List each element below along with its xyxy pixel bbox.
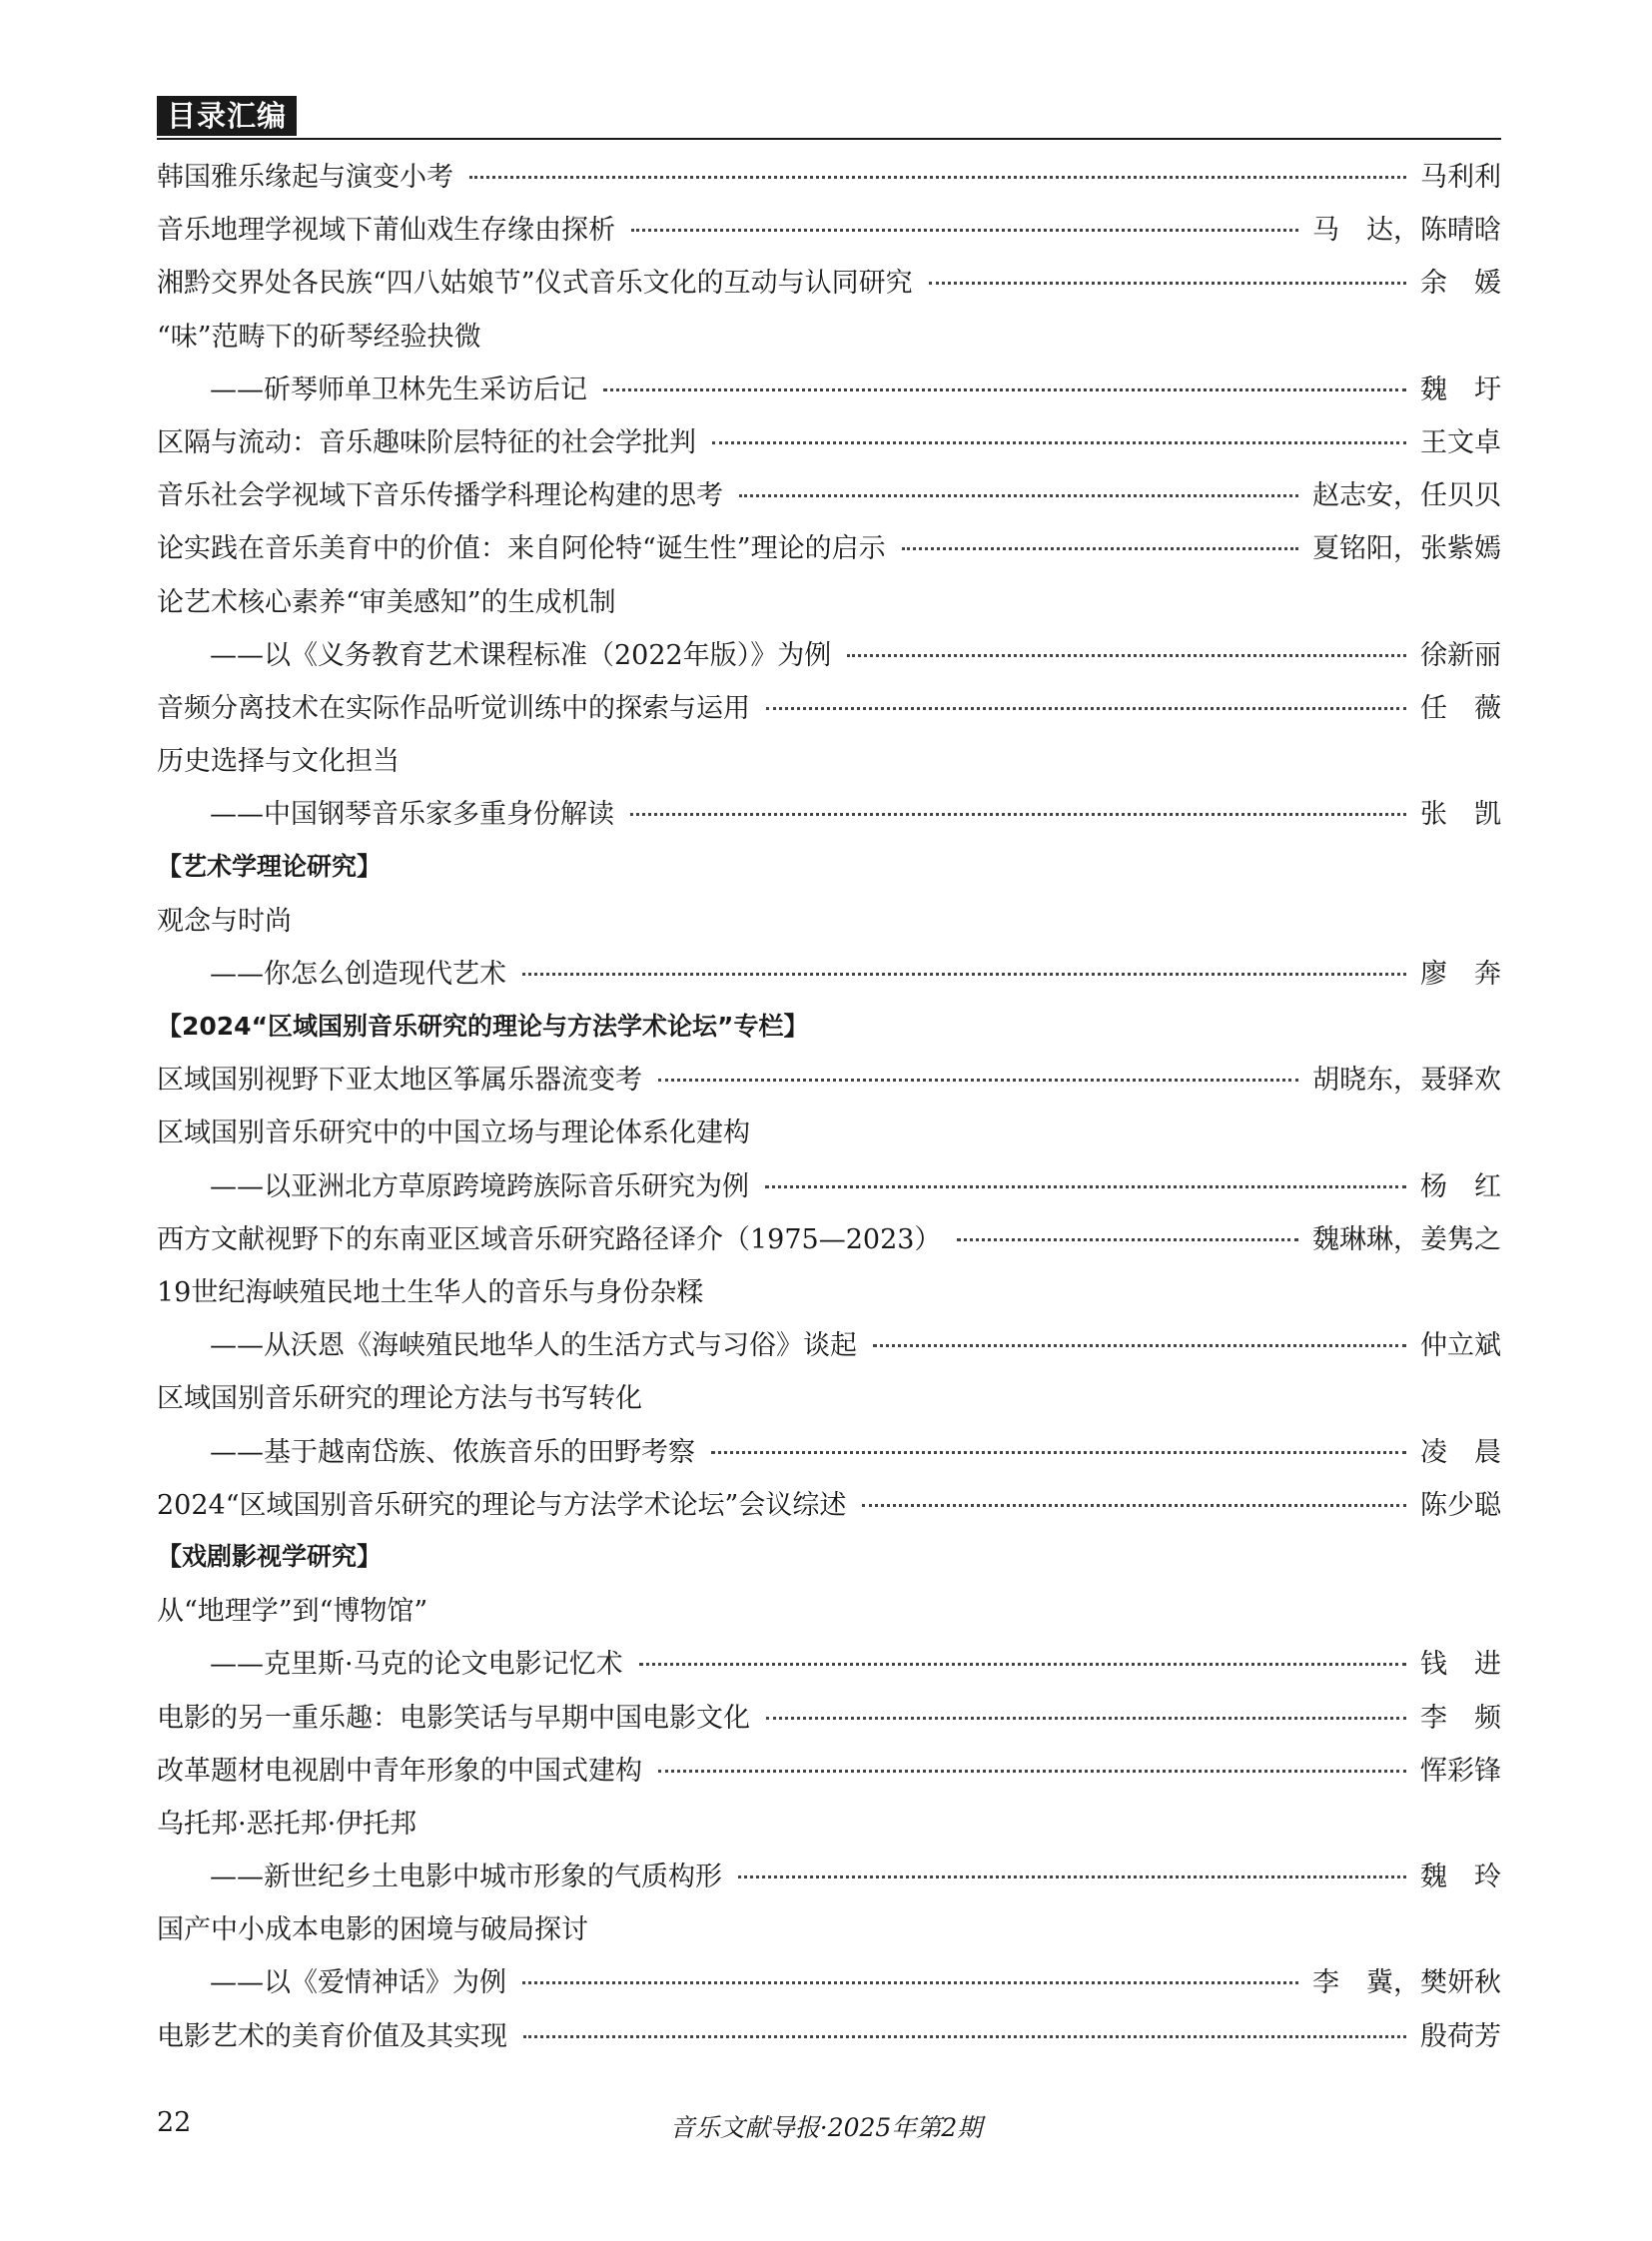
toc-entry[interactable] — [157, 626, 1501, 679]
toc-entry-title: 【艺术学理论研究】 — [157, 852, 383, 882]
dot-leader — [738, 1875, 1406, 1878]
toc-entry-author: 张 凯 — [1420, 799, 1501, 831]
toc-section-heading — [157, 1529, 1501, 1582]
dot-leader — [873, 1344, 1406, 1347]
toc-entry[interactable] — [157, 1157, 1501, 1210]
toc-entry[interactable] — [157, 1688, 1501, 1741]
toc-entry-author: 李 冀，樊妍秋 — [1312, 1967, 1501, 1999]
dot-leader — [523, 2035, 1406, 2038]
toc-entry-title: 电影的另一重乐趣：电影笑话与早期中国电影文化 — [157, 1702, 750, 1734]
toc-entry-author: 王文卓 — [1420, 427, 1501, 459]
toc-entry-title: ——基于越南岱族、侬族音乐的田野考察 — [210, 1436, 695, 1468]
toc-entry-title: 区域国别视野下亚太地区筝属乐器流变考 — [157, 1065, 642, 1097]
toc-entry-title: 区域国别音乐研究中的中国立场与理论体系化建构 — [157, 1118, 750, 1149]
toc-entry-title: ——以《义务教育艺术课程标准（2022年版）》为例 — [210, 639, 832, 671]
dot-leader — [847, 654, 1406, 657]
toc-entry-author: 魏琳琳，姜隽之 — [1312, 1223, 1501, 1255]
toc-entry-main-title — [157, 1104, 1501, 1156]
toc-entry-author: 廖 奔 — [1420, 958, 1501, 990]
dot-leader — [712, 441, 1406, 444]
toc-entry-author: 仲立斌 — [1420, 1330, 1501, 1362]
journal-footer: 音乐文献导报·2025年第2期 — [669, 2113, 983, 2142]
toc-entry-title: 19世纪海峡殖民地土生华人的音乐与身份杂糅 — [157, 1277, 704, 1309]
dot-leader — [658, 1770, 1406, 1773]
dot-leader — [957, 1238, 1298, 1241]
toc-entry[interactable] — [157, 466, 1501, 519]
dot-leader — [658, 1079, 1298, 1082]
toc-entry-title: 西方文献视野下的东南亚区域音乐研究路径译介（1975—2023） — [157, 1223, 942, 1255]
toc-entry[interactable] — [157, 148, 1501, 201]
toc-entry-author: 陈少聪 — [1420, 1489, 1501, 1521]
toc-entry-title: 音乐社会学视域下音乐传播学科理论构建的思考 — [157, 480, 723, 512]
toc-entry-title: 乌托邦·恶托邦·伊托邦 — [157, 1808, 417, 1840]
toc-entry-main-title — [157, 1263, 1501, 1316]
toc-entry-main-title — [157, 1900, 1501, 1953]
toc-entry-title: 论实践在音乐美育中的价值：来自阿伦特“诞生性”理论的启示 — [157, 533, 886, 565]
dot-leader — [766, 1717, 1406, 1720]
toc-entry-title: ——新世纪乡土电影中城市形象的气质构形 — [210, 1862, 722, 1893]
toc-entry-title: ——斫琴师单卫林先生采访后记 — [210, 374, 587, 405]
toc-entry-author: 徐新丽 — [1420, 639, 1501, 671]
toc-entry[interactable] — [157, 519, 1501, 572]
toc-entry-author: 魏 玲 — [1420, 1862, 1501, 1893]
toc-entry-main-title — [157, 1582, 1501, 1635]
toc-entry-author: 任 薇 — [1420, 692, 1501, 724]
toc-entry-author: 殷荷芳 — [1420, 2020, 1501, 2052]
dot-leader — [522, 1981, 1298, 1984]
dot-leader — [630, 813, 1406, 816]
dot-leader — [469, 176, 1406, 179]
toc-entry[interactable] — [157, 1316, 1501, 1369]
toc-entry-main-title — [157, 1369, 1501, 1422]
dot-leader — [711, 1451, 1406, 1454]
toc-entry-title: 电影艺术的美育价值及其实现 — [157, 2020, 507, 2052]
toc-entry-title: 区隔与流动：音乐趣味阶层特征的社会学批判 — [157, 427, 696, 459]
toc-entry-author: 魏 圩 — [1420, 374, 1501, 405]
dot-leader — [522, 973, 1406, 976]
dot-leader — [766, 707, 1406, 710]
toc-entry-title: 韩国雅乐缘起与演变小考 — [157, 162, 453, 194]
toc-entry-title: “味”范畴下的斫琴经验抉微 — [157, 321, 481, 353]
toc-entry-title: 【2024“区域国别音乐研究的理论与方法学术论坛”专栏】 — [157, 1011, 809, 1041]
dot-leader — [902, 547, 1298, 550]
dot-leader — [929, 282, 1406, 285]
toc-entry-author: 马 达，陈晴晗 — [1312, 215, 1501, 247]
toc-entry-main-title — [157, 732, 1501, 785]
toc-entry[interactable] — [157, 254, 1501, 307]
toc-entry-author: 夏铭阳，张紫嫣 — [1312, 533, 1501, 565]
toc-entry-author: 恽彩锋 — [1420, 1755, 1501, 1787]
toc-entry-title: 国产中小成本电影的困境与破局探讨 — [157, 1914, 588, 1946]
toc-entry-main-title — [157, 308, 1501, 361]
toc-entry-title: 2024“区域国别音乐研究的理论与方法学术论坛”会议综述 — [157, 1489, 847, 1521]
toc-entry-title: ——以亚洲北方草原跨境跨族际音乐研究为例 — [210, 1170, 749, 1202]
toc-entry[interactable] — [157, 1051, 1501, 1104]
toc-entry[interactable] — [157, 361, 1501, 413]
toc-entry-title: ——从沃恩《海峡殖民地华人的生活方式与习俗》谈起 — [210, 1330, 857, 1362]
dot-leader — [639, 1663, 1406, 1666]
toc-entry-author: 李 频 — [1420, 1702, 1501, 1734]
toc-entry-title: 改革题材电视剧中青年形象的中国式建构 — [157, 1755, 642, 1787]
toc-entry-title: 音频分离技术在实际作品听觉训练中的探索与运用 — [157, 692, 750, 724]
toc-entry-author: 马利利 — [1420, 162, 1501, 194]
toc-entry-author: 胡晓东，聂驿欢 — [1312, 1065, 1501, 1097]
dot-leader — [631, 229, 1298, 232]
toc-entry[interactable] — [157, 1953, 1501, 2006]
toc-entry[interactable] — [157, 413, 1501, 466]
toc-entry-author: 钱 进 — [1420, 1649, 1501, 1681]
toc-entry-title: 历史选择与文化担当 — [157, 746, 400, 778]
toc-entry-main-title — [157, 1795, 1501, 1848]
toc-entry-title: ——中国钢琴音乐家多重身份解读 — [210, 799, 614, 831]
toc-entry-title: ——以《爱情神话》为例 — [210, 1967, 506, 1999]
toc-entry-main-title — [157, 892, 1501, 945]
toc-entry-author: 赵志安，任贝贝 — [1312, 480, 1501, 512]
toc-entry-author: 凌 晨 — [1420, 1436, 1501, 1468]
toc-entry-title: 音乐地理学视域下莆仙戏生存缘由探析 — [157, 215, 615, 247]
toc-entry[interactable] — [157, 945, 1501, 998]
toc-entry-title: 观念与时尚 — [157, 905, 292, 937]
toc-entry[interactable] — [157, 1210, 1501, 1263]
toc-entry-title: 【戏剧影视学研究】 — [157, 1542, 383, 1572]
dot-leader — [603, 388, 1406, 391]
section-label: 目录汇编 — [157, 96, 297, 136]
toc-entry-author: 杨 红 — [1420, 1170, 1501, 1202]
toc-entry[interactable] — [157, 679, 1501, 732]
toc-section-heading — [157, 998, 1501, 1051]
toc-entry[interactable] — [157, 201, 1501, 254]
table-of-contents — [157, 148, 1501, 2060]
toc-entry[interactable] — [157, 785, 1501, 838]
page-number: 22 — [157, 2107, 192, 2138]
toc-entry-title: ——你怎么创造现代艺术 — [210, 958, 506, 990]
toc-entry-title: 从“地理学”到“博物馆” — [157, 1596, 428, 1628]
toc-entry[interactable] — [157, 1635, 1501, 1688]
toc-entry[interactable] — [157, 1476, 1501, 1529]
toc-entry-author: 余 媛 — [1420, 268, 1501, 300]
toc-entry[interactable] — [157, 1848, 1501, 1900]
toc-entry[interactable] — [157, 1423, 1501, 1476]
section-header — [157, 96, 1501, 140]
toc-entry-title: 区域国别音乐研究的理论方法与书写转化 — [157, 1383, 642, 1415]
dot-leader — [739, 494, 1298, 497]
toc-entry-title: ——克里斯·马克的论文电影记忆术 — [210, 1649, 623, 1681]
toc-entry-title: 论艺术核心素养“审美感知”的生成机制 — [157, 586, 616, 618]
toc-entry[interactable] — [157, 2007, 1501, 2060]
toc-entry[interactable] — [157, 1742, 1501, 1795]
dot-leader — [862, 1504, 1406, 1507]
toc-entry-title: 湘黔交界处各民族“四八姑娘节”仪式音乐文化的互动与认同研究 — [157, 268, 913, 300]
dot-leader — [765, 1185, 1406, 1188]
toc-entry-main-title — [157, 573, 1501, 626]
toc-section-heading — [157, 838, 1501, 891]
